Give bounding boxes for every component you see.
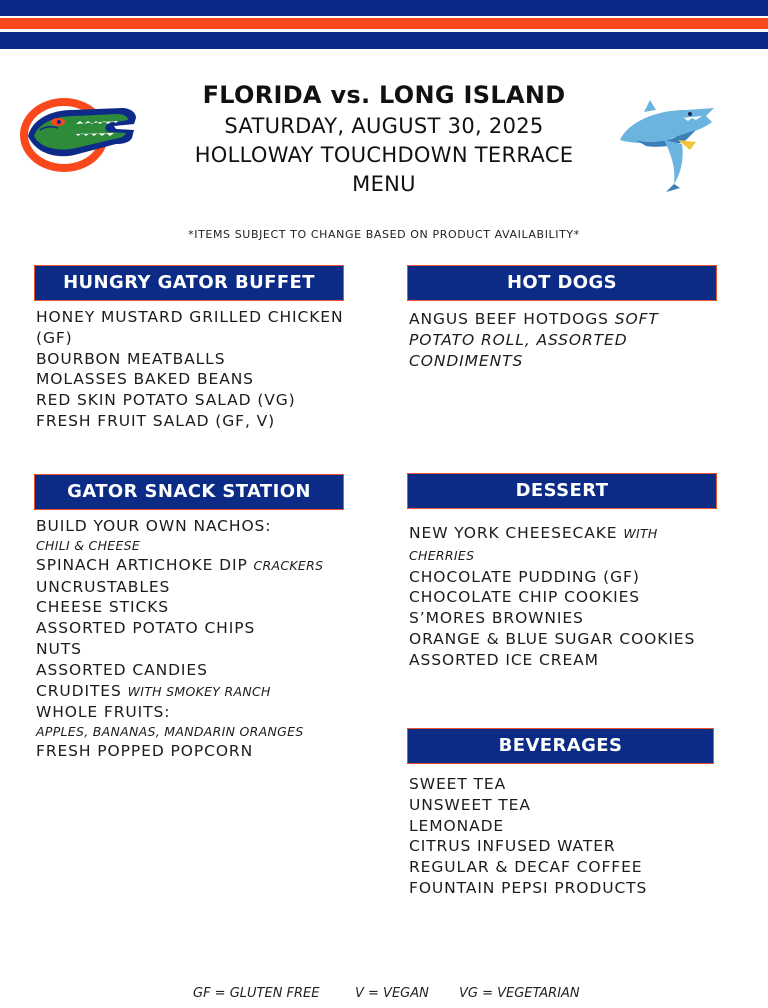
menu-item: CHOCOLATE CHIP COOKIES xyxy=(409,588,640,607)
menu-item: ORANGE & BLUE SUGAR COOKIES xyxy=(409,629,696,648)
section-title: DESSERT xyxy=(407,473,717,509)
menu-item: NUTS xyxy=(36,639,82,658)
menu-item: BOURBON MEATBALLS xyxy=(36,349,226,368)
item-name: SPINACH ARTICHOKE DIP xyxy=(36,555,248,574)
menu-item: CHOCOLATE PUDDING (GF) xyxy=(409,567,640,586)
item-list xyxy=(36,516,344,762)
florida-gators-logo xyxy=(18,96,140,174)
item-note: CRACKERS xyxy=(253,557,324,573)
item-list xyxy=(36,307,344,432)
menu-item: SWEET TEA xyxy=(409,775,507,793)
section-buffet xyxy=(34,265,344,432)
section-title: BEVERAGES xyxy=(407,728,714,764)
menu-item xyxy=(36,516,344,555)
menu-item: UNSWEET TEA xyxy=(409,795,531,814)
menu-item: REGULAR & DECAF COFFEE xyxy=(409,858,643,877)
menu-item: MOLASSES BAKED BEANS xyxy=(36,370,254,389)
event-title: FLORIDA vs. LONG ISLAND xyxy=(202,81,566,109)
legend-gluten-free: GF = GLUTEN FREE xyxy=(193,986,320,1001)
legend-vegan: V = VEGAN xyxy=(355,986,429,1001)
item-note: APPLES, BANANAS, MANDARIN ORANGES xyxy=(36,724,304,740)
menu-item xyxy=(36,681,344,703)
section-beverages xyxy=(407,728,714,899)
menu-label: MENU xyxy=(352,172,416,196)
item-note: SOFT POTATO ROLL, ASSORTED CONDIMENTS xyxy=(409,310,659,370)
event-date: SATURDAY, AUGUST 30, 2025 xyxy=(224,114,544,138)
item-name: ANGUS BEEF HOTDOGS xyxy=(409,310,609,328)
menu-item: UNCRUSTABLES xyxy=(36,577,171,596)
item-name: CRUDITES xyxy=(36,681,122,700)
long-island-sharks-logo xyxy=(616,100,720,192)
menu-item xyxy=(409,523,717,567)
menu-item: CITRUS INFUSED WATER xyxy=(409,837,616,856)
menu-item: ASSORTED CANDIES xyxy=(36,660,208,679)
menu-item: ASSORTED POTATO CHIPS xyxy=(36,619,256,638)
top-stripe-blue xyxy=(0,0,768,16)
availability-notice: *ITEMS SUBJECT TO CHANGE BASED ON PRODUCT AVAILABILITY* xyxy=(188,228,580,241)
menu-item: FRESH FRUIT SALAD (GF, V) xyxy=(36,411,276,430)
legend-vegetarian: VG = VEGETARIAN xyxy=(459,986,580,1001)
menu-item: ASSORTED ICE CREAM xyxy=(409,650,599,669)
menu-item: RED SKIN POTATO SALAD (VG) xyxy=(36,391,296,410)
menu-item: HONEY MUSTARD GRILLED CHICKEN (GF) xyxy=(36,308,344,347)
item-list xyxy=(409,774,714,899)
item-list xyxy=(409,523,717,671)
menu-item: CHEESE STICKS xyxy=(36,598,170,617)
section-title: HUNGRY GATOR BUFFET xyxy=(34,265,344,301)
menu-header xyxy=(150,78,618,199)
item-note: WITH SMOKEY RANCH xyxy=(127,683,271,699)
menu-item xyxy=(36,555,344,577)
top-stripe-blue xyxy=(0,32,768,49)
section-dessert xyxy=(407,473,717,671)
menu-item xyxy=(409,309,717,371)
section-hot-dogs xyxy=(407,265,717,371)
section-title: GATOR SNACK STATION xyxy=(34,474,344,510)
menu-item: FOUNTAIN PEPSI PRODUCTS xyxy=(409,878,648,897)
menu-item: S’MORES BROWNIES xyxy=(409,609,584,628)
item-list xyxy=(409,309,717,371)
section-title: HOT DOGS xyxy=(407,265,717,301)
top-stripe-orange xyxy=(0,18,768,29)
item-name: NEW YORK CHEESECAKE xyxy=(409,524,618,542)
item-note: WITH CHERRIES xyxy=(409,526,658,563)
menu-item: FRESH POPPED POPCORN xyxy=(36,742,254,761)
section-snack-station xyxy=(34,474,344,762)
item-note: CHILI & CHEESE xyxy=(36,537,141,553)
venue-name: HOLLOWAY TOUCHDOWN TERRACE xyxy=(194,143,574,167)
menu-item: LEMONADE xyxy=(409,816,505,835)
item-name: BUILD YOUR OWN NACHOS: xyxy=(36,517,272,535)
menu-item xyxy=(36,702,344,741)
item-name: WHOLE FRUITS: xyxy=(36,703,171,722)
